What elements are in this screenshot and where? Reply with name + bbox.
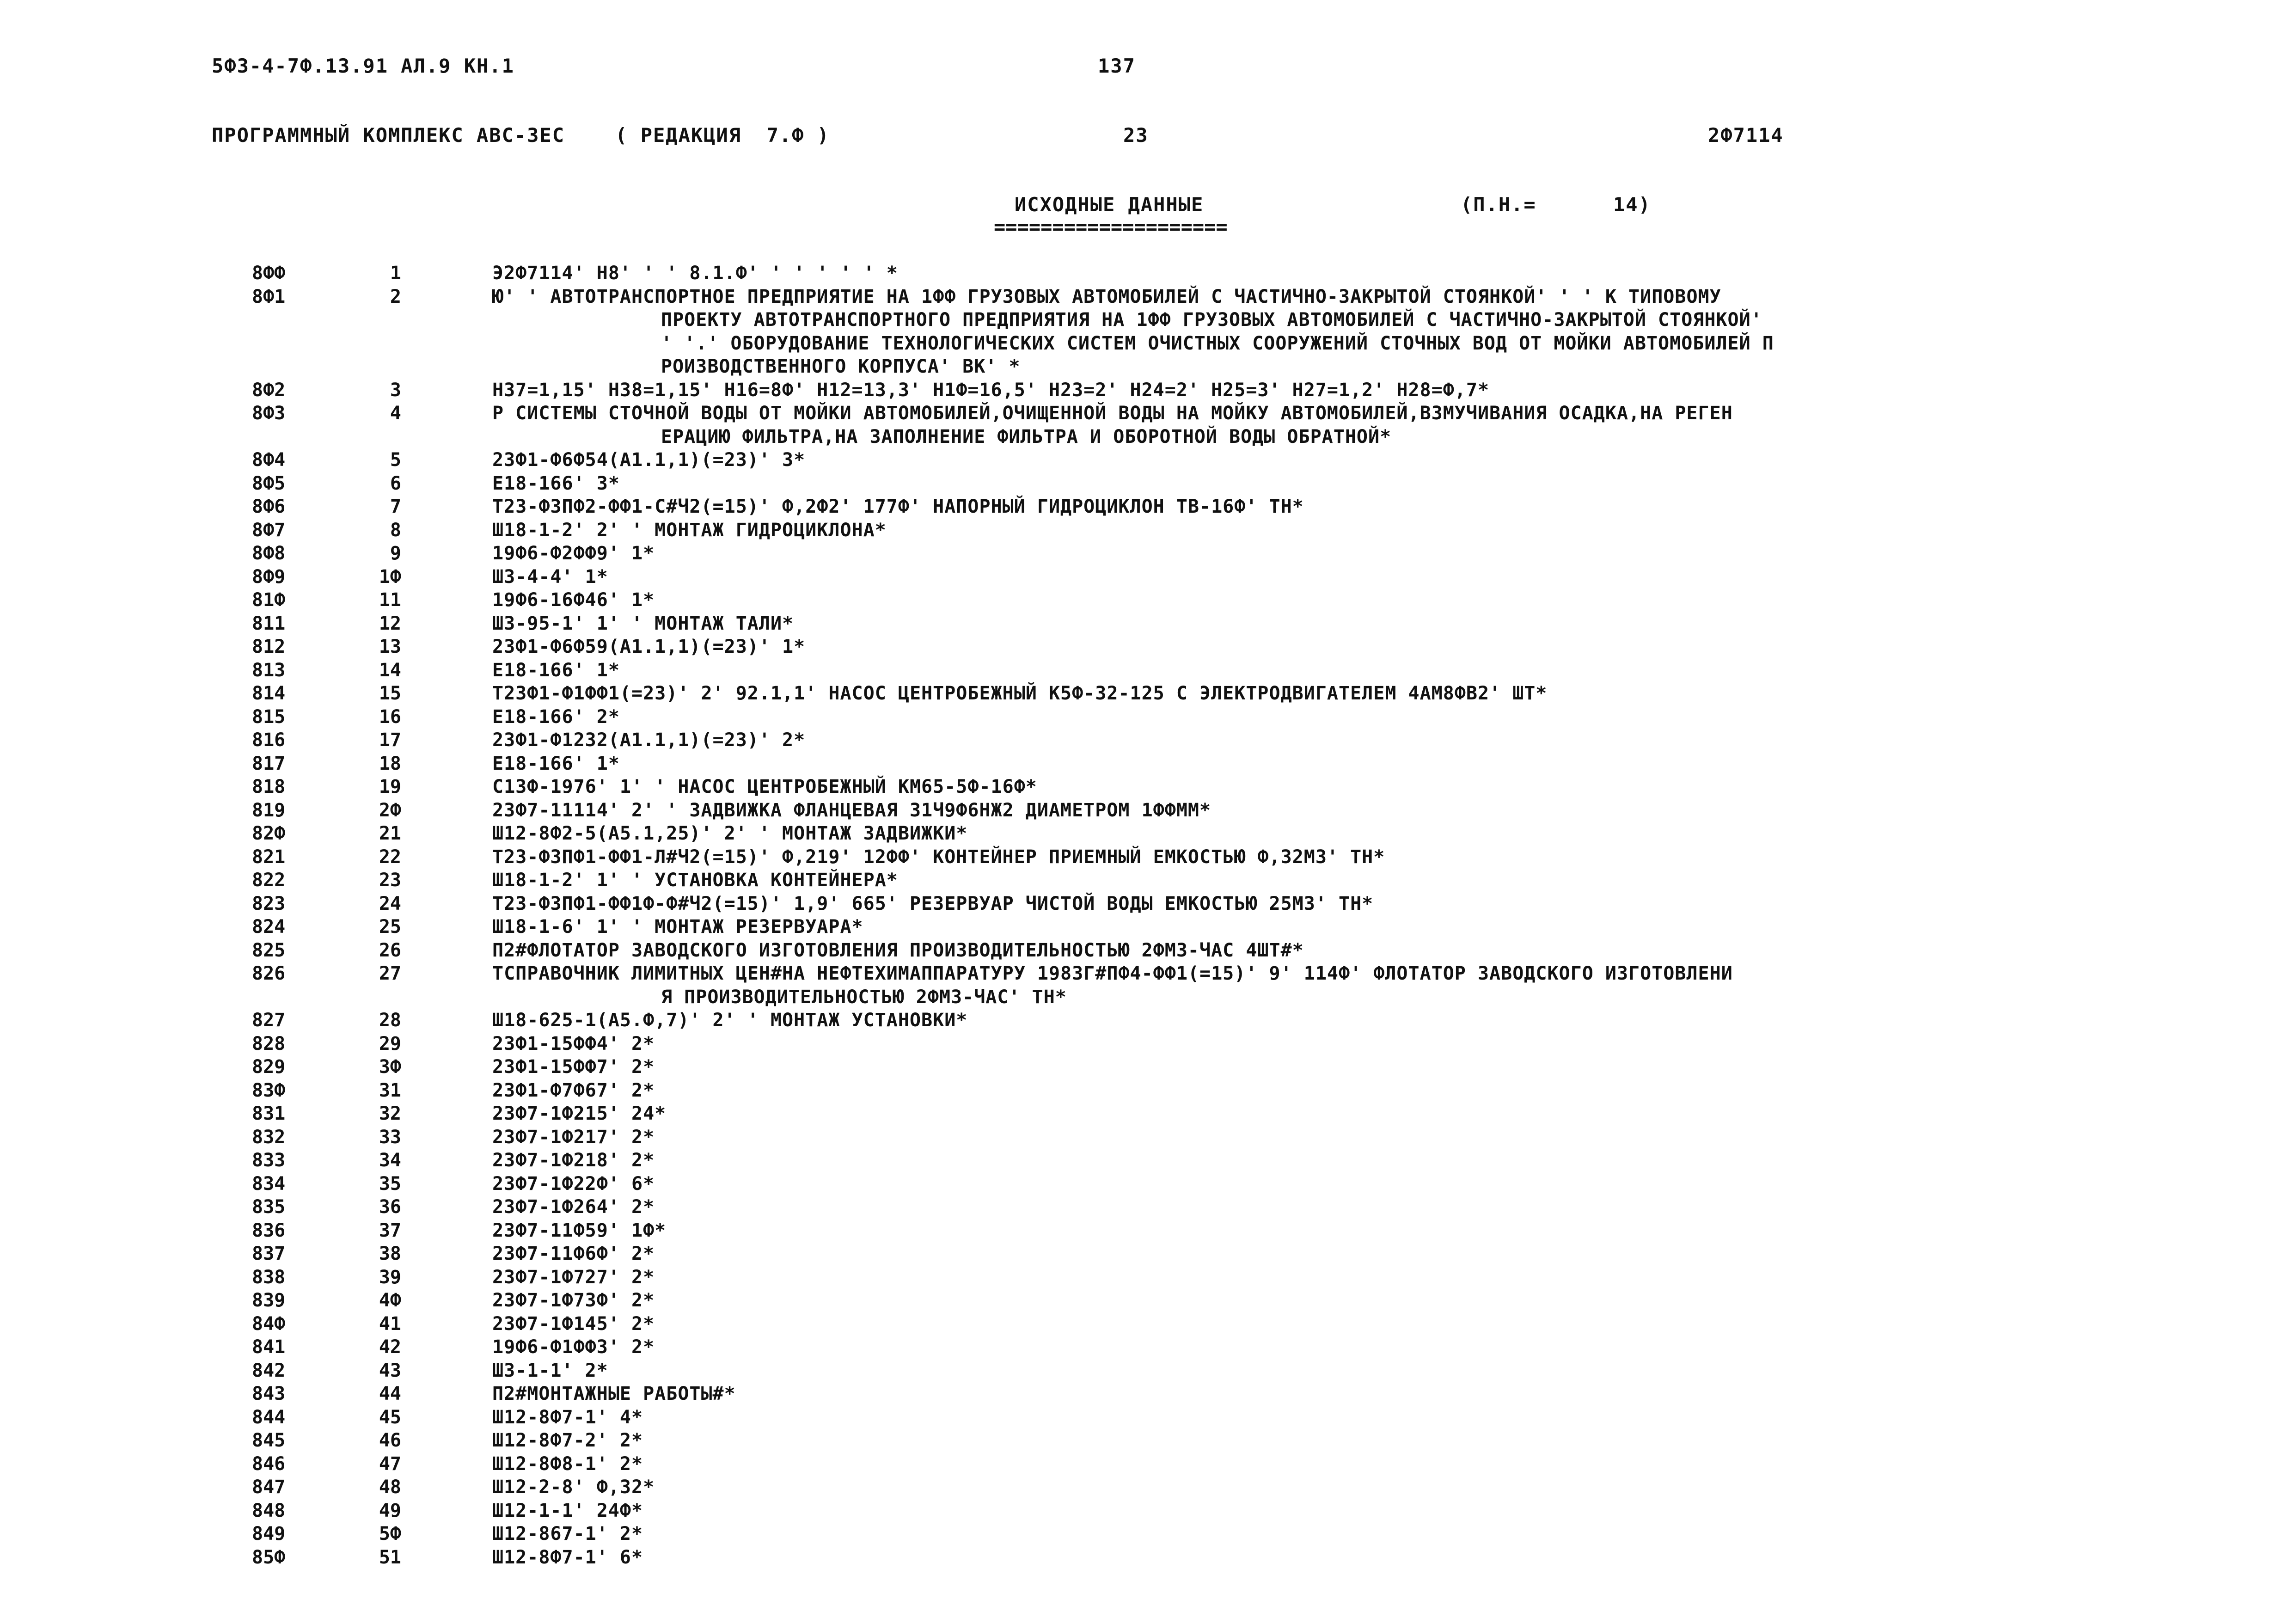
row-text: 23Ф1-Ф6Ф59(А1.1,1)(=23)' 1* [492,636,806,657]
row-number: 24 [379,893,401,914]
row-number: 12 [379,613,401,634]
listing-row [0,1033,2270,1057]
row-text: П2#ФЛОТАТОР ЗАВОДСКОГО ИЗГОТОВЛЕНИЯ ПРОИЗВОДИТЕЛЬНОСТЬЮ 2ФМ3-ЧАС 4ШТ#* [492,939,1304,961]
listing-row [0,356,2270,380]
row-number: 13 [379,636,401,657]
row-text: Т23-Ф3ПФ2-ФФ1-С#Ч2(=15)' Ф,2Ф2' 177Ф' НАПОРНЫЙ ГИДРОЦИКЛОН ТВ-16Ф' ТН* [492,496,1304,517]
row-text: Ш3-4-4' 1* [492,566,608,588]
row-text: 23Ф7-1Ф22Ф' 6* [492,1173,655,1195]
pn-value: 14) [1613,193,1651,216]
row-text: Ш18-1-2' 2' ' МОНТАЖ ГИДРОЦИКЛОНА* [492,519,887,541]
listing-row [0,566,2270,590]
row-number: 47 [379,1453,401,1475]
listing-row [0,1383,2270,1407]
row-code: 846 [252,1453,286,1475]
listing-row [0,1056,2270,1080]
row-number: 4Ф [379,1290,401,1311]
row-code: 844 [252,1406,286,1428]
row-text: Ш3-1-1' 2* [492,1360,608,1381]
listing-row [0,1477,2270,1500]
row-text: 19Ф6-16Ф46' 1* [492,589,655,611]
row-text: Ш12-8Ф2-5(А5.1,25)' 2' ' МОНТАЖ ЗАДВИЖКИ* [492,823,968,844]
row-text: Ш18-1-6' 1' ' МОНТАЖ РЕЗЕРВУАРА* [492,916,863,938]
sheet-number: 23 [1123,124,1149,147]
row-text: 23Ф1-Ф6Ф54(А1.1,1)(=23)' 3* [492,449,806,471]
row-number: 9 [390,543,401,564]
row-code: 8Ф9 [252,566,286,588]
listing-row [0,589,2270,613]
row-code: 819 [252,799,286,821]
pn-label: (П.Н.= [1461,193,1536,216]
row-number: 51 [379,1546,401,1568]
row-text: Т23-Ф3ПФ1-ФФ1Ф-Ф#Ч2(=15)' 1,9' 665' РЕЗЕРВУАР ЧИСТОЙ ВОДЫ ЕМКОСТЬЮ 25М3' ТН* [492,893,1374,914]
row-number: 25 [379,916,401,938]
row-text: 23Ф1-Ф1232(А1.1,1)(=23)' 2* [492,729,806,751]
row-text: ' '.' ОБОРУДОВАНИЕ ТЕХНОЛОГИЧЕСКИХ СИСТЕМ ОЧИСТНЫХ СООРУЖЕНИЙ СТОЧНЫХ ВОД ОТ МОЙКИ АВТОМОБИЛЕЙ П [661,332,1774,354]
row-number: 5Ф [379,1523,401,1544]
row-text: Я ПРОИЗВОДИТЕЛЬНОСТЬЮ 2ФМ3-ЧАС' ТН* [661,986,1067,1008]
row-text: 23Ф7-1Ф145' 2* [492,1313,655,1335]
row-number: 1 [390,263,401,284]
row-text: 19Ф6-Ф1ФФ3' 2* [492,1336,655,1358]
row-text: Ш12-8Ф8-1' 2* [492,1453,643,1475]
row-code: 838 [252,1266,286,1288]
row-number: 23 [379,870,401,891]
row-code: 839 [252,1290,286,1311]
section-underline: ==================== [994,215,1228,238]
row-number: 19 [379,776,401,797]
program-name: ПРОГРАММНЫЙ КОМПЛЕКС АВС-3ЕС ( РЕДАКЦИЯ 7.Ф ) [212,124,830,147]
row-text: 19Ф6-Ф2ФФ9' 1* [492,543,655,564]
listing-row [0,496,2270,520]
row-text: Н37=1,15' Н38=1,15' Н16=8Ф' Н12=13,3' Н1Ф=16,5' Н23=2' Н24=2' Н25=3' Н27=1,2' Н28=Ф,7* [492,379,1490,401]
data-listing [0,263,2270,1570]
row-code: 832 [252,1126,286,1148]
row-code: 829 [252,1056,286,1078]
row-text: Ш12-2-8' Ф,32* [492,1477,655,1498]
listing-row [0,963,2270,987]
row-number: 49 [379,1500,401,1521]
listing-row [0,729,2270,753]
row-text: Ш12-867-1' 2* [492,1523,643,1544]
row-number: 39 [379,1266,401,1288]
listing-row [0,403,2270,426]
row-code: 8Ф3 [252,403,286,424]
row-code: 821 [252,846,286,868]
listing-row [0,846,2270,870]
row-code: 828 [252,1033,286,1054]
row-text: 23Ф7-1Ф218' 2* [492,1150,655,1171]
listing-row [0,263,2270,286]
row-text: 23Ф1-15ФФ4' 2* [492,1033,655,1054]
row-number: 46 [379,1430,401,1451]
listing-row [0,683,2270,706]
listing-row [0,1360,2270,1384]
listing-row [0,706,2270,730]
row-number: 37 [379,1220,401,1241]
row-code: 825 [252,939,286,961]
row-number: 14 [379,659,401,681]
listing-row [0,636,2270,660]
row-code: 8ФФ [252,263,286,284]
row-text: ТСПРАВОЧНИК ЛИМИТНЫХ ЦЕН#НА НЕФТЕХИМАППАРАТУРУ 1983Г#ПФ4-ФФ1(=15)' 9' 114Ф' ФЛОТАТОР ЗАВОДСКОГО ИЗГОТОВЛЕНИ [492,963,1733,984]
row-number: 33 [379,1126,401,1148]
listing-row [0,1010,2270,1033]
listing-row [0,1453,2270,1477]
listing-row [0,753,2270,777]
row-text: ПРОЕКТУ АВТОТРАНСПОРТНОГО ПРЕДПРИЯТИЯ НА 1ФФ ГРУЗОВЫХ АВТОМОБИЛЕЙ С ЧАСТИЧНО-ЗАКРЫТОЙ СТОЯНКОЙ' [661,309,1762,331]
row-number: 11 [379,589,401,611]
listing-row [0,333,2270,356]
listing-row [0,776,2270,800]
row-text: Ш3-95-1' 1' ' МОНТАЖ ТАЛИ* [492,613,794,634]
row-text: Е18-166' 2* [492,706,620,728]
listing-row [0,1523,2270,1547]
row-text: С13Ф-1976' 1' ' НАСОС ЦЕНТРОБЕЖНЫЙ КМ65-5Ф-16Ф* [492,776,1037,797]
row-number: 34 [379,1150,401,1171]
row-code: 823 [252,893,286,914]
row-code: 822 [252,870,286,891]
listing-row [0,309,2270,333]
row-number: 31 [379,1079,401,1101]
row-code: 818 [252,776,286,797]
row-text: Ш12-8Ф7-1' 4* [492,1406,643,1428]
row-code: 812 [252,636,286,657]
listing-row [0,543,2270,566]
row-code: 816 [252,729,286,751]
listing-row [0,1196,2270,1220]
row-number: 22 [379,846,401,868]
listing-row [0,520,2270,543]
row-code: 842 [252,1360,286,1381]
row-text: Е18-166' 1* [492,753,620,774]
listing-row [0,1500,2270,1524]
row-number: 7 [390,496,401,517]
row-number: 4 [390,403,401,424]
row-number: 36 [379,1196,401,1218]
row-code: 8Ф7 [252,519,286,541]
doc-id: 2Ф7114 [1708,124,1784,147]
row-text: 23Ф7-11Ф6Ф' 2* [492,1243,655,1264]
row-text: ЕРАЦИЮ ФИЛЬТРА,НА ЗАПОЛНЕНИЕ ФИЛЬТРА И ОБОРОТНОЙ ВОДЫ ОБРАТНОЙ* [661,426,1392,447]
row-number: 3 [390,379,401,401]
row-code: 82Ф [252,823,286,844]
listing-row [0,286,2270,310]
listing-row [0,1103,2270,1127]
row-number: 15 [379,683,401,704]
row-text: Ш12-1-1' 24Ф* [492,1500,643,1521]
listing-row [0,613,2270,637]
row-code: 815 [252,706,286,728]
row-code: 831 [252,1103,286,1124]
row-text: Ш18-1-2' 1' ' УСТАНОВКА КОНТЕЙНЕРА* [492,870,898,891]
row-text: П2#МОНТАЖНЫЕ РАБОТЫ#* [492,1383,736,1404]
listing-row [0,823,2270,846]
row-code: 843 [252,1383,286,1404]
row-number: 18 [379,753,401,774]
row-number: 45 [379,1406,401,1428]
listing-row [0,1150,2270,1173]
row-code: 81Ф [252,589,286,611]
page-number: 137 [1098,55,1136,77]
row-number: 5 [390,449,401,471]
row-text: Ю' ' АВТОТРАНСПОРТНОЕ ПРЕДПРИЯТИЕ НА 1ФФ ГРУЗОВЫХ АВТОМОБИЛЕЙ С ЧАСТИЧНО-ЗАКРЫТОЙ СТОЯНКОЙ' ' ' К ТИПОВОМУ [492,286,1721,307]
listing-row [0,870,2270,893]
row-code: 85Ф [252,1546,286,1568]
row-text: 23Ф7-1Ф215' 24* [492,1103,667,1124]
row-text: 23Ф7-1Ф727' 2* [492,1266,655,1288]
row-code: 845 [252,1430,286,1451]
row-code: 84Ф [252,1313,286,1335]
listing-row [0,1173,2270,1197]
listing-row [0,1080,2270,1103]
row-number: 16 [379,706,401,728]
row-number: 38 [379,1243,401,1264]
row-code: 814 [252,683,286,704]
row-code: 8Ф6 [252,496,286,517]
row-code: 833 [252,1150,286,1171]
listing-row [0,1127,2270,1150]
row-number: 35 [379,1173,401,1195]
row-text: Т23Ф1-Ф1ФФ1(=23)' 2' 92.1,1' НАСОС ЦЕНТРОБЕЖНЫЙ К5Ф-32-125 С ЭЛЕКТРОДВИГАТЕЛЕМ 4АМ8ФВ2' ШТ* [492,683,1548,704]
row-text: 23Ф7-11Ф59' 1Ф* [492,1220,667,1241]
row-number: 28 [379,1010,401,1031]
row-number: 6 [390,472,401,494]
row-code: 835 [252,1196,286,1218]
listing-row [0,800,2270,823]
row-code: 841 [252,1336,286,1358]
row-number: 41 [379,1313,401,1335]
listing-row [0,449,2270,473]
row-code: 83Ф [252,1079,286,1101]
row-text: Т23-Ф3ПФ1-ФФ1-Л#Ч2(=15)' Ф,219' 12ФФ' КОНТЕЙНЕР ПРИЕМНЫЙ ЕМКОСТЬЮ Ф,32М3' ТН* [492,846,1385,868]
row-number: 17 [379,729,401,751]
row-text: Э2Ф7114' Н8' ' ' 8.1.Ф' ' ' ' ' ' * [492,263,898,284]
listing-row [0,1267,2270,1290]
listing-row [0,1407,2270,1430]
row-code: 847 [252,1477,286,1498]
row-text: 23Ф7-11114' 2' ' ЗАДВИЖКА ФЛАНЦЕВАЯ 31Ч9Ф6НЖ2 ДИАМЕТРОМ 1ФФММ* [492,799,1211,821]
listing-row [0,1243,2270,1267]
listing-row [0,1290,2270,1313]
row-code: 8Ф2 [252,379,286,401]
row-code: 834 [252,1173,286,1195]
row-number: 29 [379,1033,401,1054]
row-text: Р СИСТЕМЫ СТОЧНОЙ ВОДЫ ОТ МОЙКИ АВТОМОБИЛЕЙ,ОЧИЩЕННОЙ ВОДЫ НА МОЙКУ АВТОМОБИЛЕЙ,ВЗМУЧИВАНИЯ ОСАДКА,НА РЕГЕН [492,403,1733,424]
row-number: 44 [379,1383,401,1404]
row-text: Ш18-625-1(А5.Ф,7)' 2' ' МОНТАЖ УСТАНОВКИ* [492,1010,968,1031]
doc-code: 5Ф3-4-7Ф.13.91 АЛ.9 КН.1 [212,55,514,77]
row-number: 43 [379,1360,401,1381]
row-code: 8Ф4 [252,449,286,471]
row-text: 23Ф1-Ф7Ф67' 2* [492,1079,655,1101]
row-text: Ш12-8Ф7-1' 6* [492,1546,643,1568]
row-number: 42 [379,1336,401,1358]
row-code: 824 [252,916,286,938]
row-code: 8Ф1 [252,286,286,307]
section-title: ИСХОДНЫЕ ДАННЫЕ [1015,193,1204,216]
row-code: 836 [252,1220,286,1241]
row-text: РОИЗВОДСТВЕННОГО КОРПУСА' ВК' * [661,356,1021,377]
row-number: 1Ф [379,566,401,588]
listing-row [0,893,2270,917]
row-number: 3Ф [379,1056,401,1078]
row-code: 811 [252,613,286,634]
listing-row [0,1313,2270,1337]
row-code: 8Ф8 [252,543,286,564]
row-text: Е18-166' 3* [492,472,620,494]
row-code: 813 [252,659,286,681]
row-code: 827 [252,1010,286,1031]
row-code: 817 [252,753,286,774]
row-code: 8Ф5 [252,472,286,494]
row-number: 48 [379,1477,401,1498]
row-text: 23Ф7-1Ф264' 2* [492,1196,655,1218]
listing-row [0,940,2270,963]
row-text: 23Ф7-1Ф217' 2* [492,1126,655,1148]
listing-row [0,1336,2270,1360]
row-number: 2Ф [379,799,401,821]
row-number: 32 [379,1103,401,1124]
row-number: 27 [379,963,401,984]
row-code: 849 [252,1523,286,1544]
listing-row [0,1430,2270,1453]
row-number: 26 [379,939,401,961]
listing-row [0,660,2270,683]
row-text: Е18-166' 1* [492,659,620,681]
row-text: Ш12-8Ф7-2' 2* [492,1430,643,1451]
listing-row [0,380,2270,403]
listing-row [0,1547,2270,1570]
row-number: 21 [379,823,401,844]
row-text: 23Ф1-15ФФ7' 2* [492,1056,655,1078]
listing-row [0,916,2270,940]
row-number: 2 [390,286,401,307]
row-text: 23Ф7-1Ф73Ф' 2* [492,1290,655,1311]
row-code: 826 [252,963,286,984]
row-number: 8 [390,519,401,541]
listing-row [0,473,2270,496]
row-code: 837 [252,1243,286,1264]
row-code: 848 [252,1500,286,1521]
listing-row [0,987,2270,1010]
listing-row [0,426,2270,450]
listing-row [0,1220,2270,1244]
